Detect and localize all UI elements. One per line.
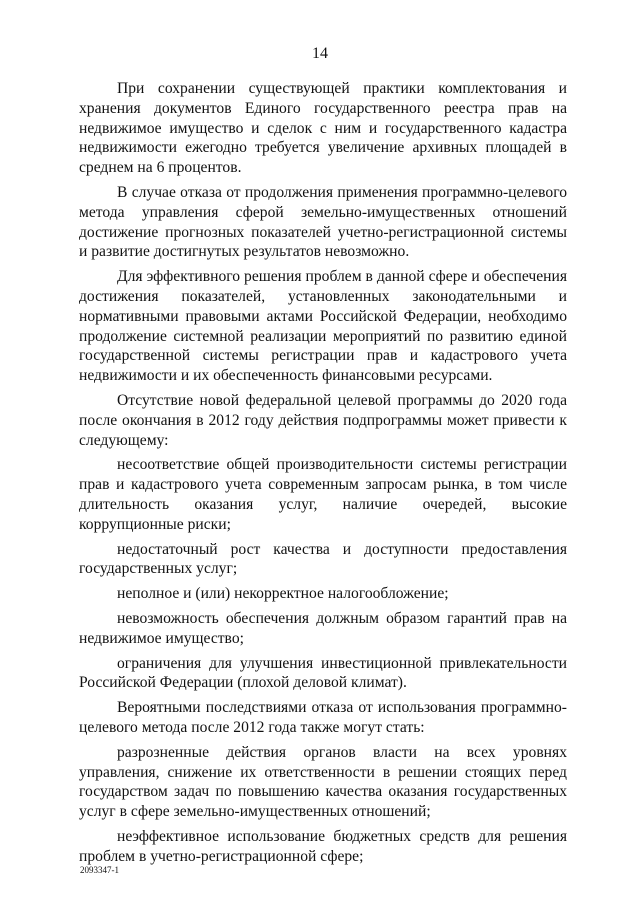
page-number: 14 bbox=[312, 45, 328, 62]
list-item: неполное и (или) некорректное налогообложение; bbox=[117, 585, 449, 603]
paragraph: Для эффективного решения проблем в данной сфере и обеспечения достижения показателей, установленных законодательными и нормативными правовыми актами Российской Федерации, необходимо продолжение системной реализации мероприятий по развитию единой государственной системы регистрации прав и кадастрового учета недвижимости и их обеспеченность финансовыми ресурсами. bbox=[79, 268, 567, 385]
document-body bbox=[79, 79, 567, 866]
list-item: неэффективное использование бюджетных средств для решения проблем в учетно-регистрационной сфере; bbox=[79, 827, 567, 865]
paragraph: В случае отказа от продолжения применения программно-целевого метода управления сферой земельно-имущественных отношений достижение прогнозных показателей учетно-регистрационной системы и развитие достигнутых результатов невозможно. bbox=[79, 183, 567, 261]
paragraph: Вероятными последствиями отказа от использования программно-целевого метода после 2012 года также могут стать: bbox=[79, 699, 567, 736]
paragraph: При сохранении существующей практики комплектования и хранения документов Единого государственного реестра прав на недвижимое имущество и сделок с ним и государственного кадастра недвижимости ежегодно требуется увеличение архивных площадей в среднем на 6 процентов. bbox=[79, 80, 567, 177]
list-item: невозможность обеспечения должным образом гарантий прав на недвижимое имущество; bbox=[79, 609, 567, 647]
list-item: ограничения для улучшения инвестиционной привлекательности Российской Федерации (плохой деловой климат). bbox=[79, 654, 567, 692]
list-item: несоответствие общей производительности системы регистрации прав и кадастрового учета современным запросам рынка, в том числе длительность оказания услуг, наличие очередей, высокие коррупционные риски; bbox=[79, 456, 567, 533]
list-item: недостаточный рост качества и доступности предоставления государственных услуг; bbox=[79, 540, 567, 578]
list-item: разрозненные действия органов власти на всех уровнях управления, снижение их ответственности в решении стоящих перед государством задач по повышению качества оказания государственных услуг в сфере земельно-имущественных отношений; bbox=[79, 743, 567, 821]
paragraph: Отсутствие новой федеральной целевой программы до 2020 года после окончания в 2012 году действия подпрограммы может привести к следующему: bbox=[79, 391, 567, 449]
document-code: 2093347-1 bbox=[80, 865, 119, 875]
